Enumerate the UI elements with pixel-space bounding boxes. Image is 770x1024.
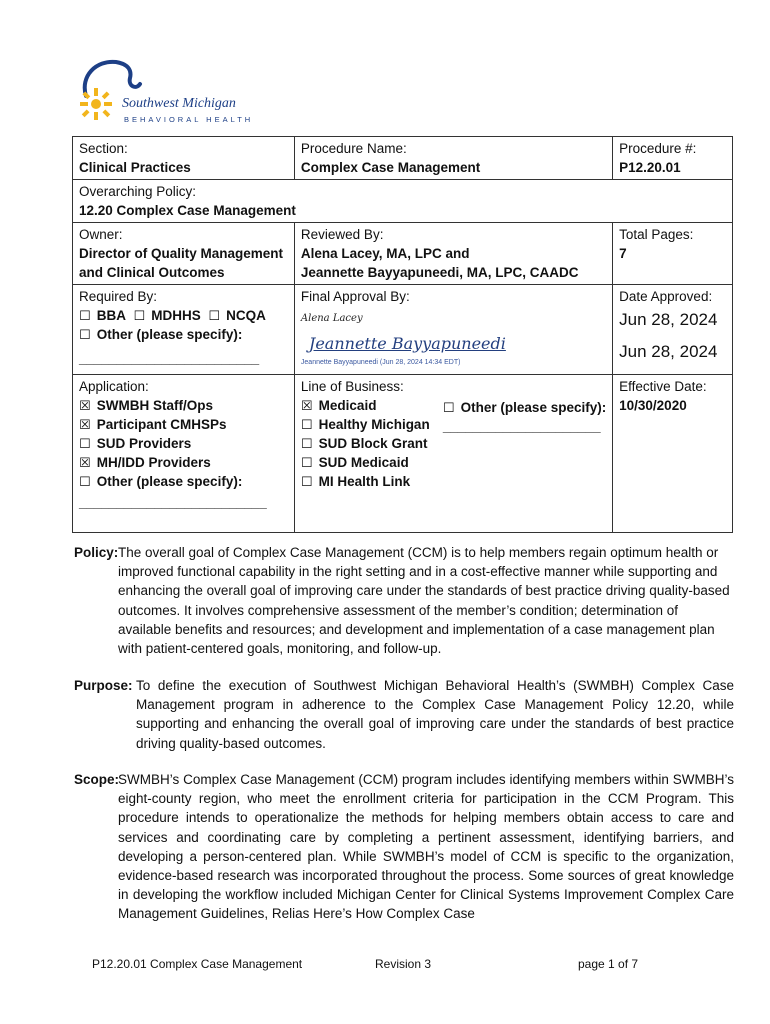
policy-label: Policy: <box>74 545 119 560</box>
policy-text: The overall goal of Complex Case Management (CCM) is to help members regain optimum health or improved functional capability in the right setting and in a cost-effective manner while supporting and enhancing the overall goal of improving care under the standards of best practice driving quality-based outcomes. It involves comprehensive assessment of the member’s condition; determination of available benefits and resources; and development and implementation of a case management plan with patient-centered goals, monitoring, and follow-up. <box>118 545 730 657</box>
date-approved-2: Jun 28, 2024 <box>619 342 718 361</box>
scope-text: SWMBH’s Complex Case Management (CCM) program includes identifying members within SWMBH’s eight-county region, who meet the enrollment criteria for participation in the CCM Program. This procedure intends to operationalize the methods for helping members obtain access to care and services and coordinating care by completing a pertinent assessment, identifying barriers, and developing a person-centered plan. While SWMBH’s model of CCM is specific to the organization, evidence-based research was incorporated throughout the process. Some sources of great knowledge in developing the workflow included Michigan Center for Clinical Systems Improvement Complex Care Management Guidelines, Relias Here’s How Complex Case <box>118 772 734 922</box>
application-cell: Application: ☒ SWMBH Staff/Ops ☒ Participant CMHSPs ☐ SUD Providers ☒ MH/IDD Providers ☐ Other (please specify): _________________________ <box>73 375 295 533</box>
checkbox-bba[interactable]: ☐ <box>79 308 91 323</box>
scope-label: Scope: <box>74 772 120 787</box>
signature-caption: Jeannette Bayyapuneedi (Jun 28, 2024 14:34 EDT) <box>300 359 461 366</box>
overarching-policy-cell: Overarching Policy: 12.20 Complex Case Management <box>73 180 733 223</box>
lob-other-blank: _____________________ <box>442 419 601 434</box>
checkbox-lob-sud-medicaid[interactable]: ☐ <box>300 455 313 470</box>
footer-revision: Revision 3 <box>375 957 432 971</box>
policy-section <box>74 543 734 658</box>
checkbox-mdhhs[interactable]: ☐ <box>133 308 146 323</box>
procedure-name-cell: Procedure Name: Complex Case Management <box>294 137 612 180</box>
effective-date-value: 10/30/2020 <box>619 398 687 413</box>
logo-title: Southwest Michigan <box>122 96 236 111</box>
checkbox-app-other[interactable]: ☐ <box>79 474 91 489</box>
line-of-business-cell: Line of Business: ☒ Medicaid ☐ Healthy Michigan ☐ SUD Block Grant ☐ SUD Medicaid ☐ MI Health Link ☐ Other (please specify): _____________________ <box>294 375 612 533</box>
procedure-header-table <box>72 136 733 533</box>
purpose-section <box>74 676 734 753</box>
overarching-policy-value: 12.20 Complex Case Management <box>79 203 296 218</box>
effective-date-cell: Effective Date: 10/30/2020 <box>613 375 733 533</box>
final-approval-cell: Final Approval By: Alena Lacey Jeannette Bayyapuneedi Jeannette Bayyapuneedi (Jun 28, 2024 14:34 EDT) <box>294 285 612 375</box>
logo-subtitle: BEHAVIORAL HEALTH <box>124 115 254 124</box>
checkbox-app-cmhsps[interactable]: ☒ <box>79 417 91 432</box>
purpose-text: To define the execution of Southwest Michigan Behavioral Health’s (SWMBH) Complex Case Management program in adherence to the Complex Case Management Policy 12.20, while supporting and enhancing the overall goal of improving care under the standards of best practice driving quality-based outcomes. <box>136 678 734 751</box>
checkbox-lob-mi-health-link[interactable]: ☐ <box>300 474 313 489</box>
checkbox-req-other[interactable]: ☐ <box>79 327 91 342</box>
procedure-name-value: Complex Case Management <box>300 160 481 175</box>
req-other-blank: ________________________ <box>79 351 260 366</box>
checkbox-lob-healthy-michigan[interactable]: ☐ <box>300 417 313 432</box>
checkbox-ncqa[interactable]: ☐ <box>208 308 220 323</box>
section-value: Clinical Practices <box>79 160 191 175</box>
scope-section <box>74 770 734 924</box>
checkbox-app-staff[interactable]: ☒ <box>79 398 91 413</box>
total-pages-cell: Total Pages: 7 <box>613 223 733 285</box>
app-other-blank: _________________________ <box>79 495 267 510</box>
section-cell: Section: Clinical Practices <box>73 137 295 180</box>
signature-alena-lacey: Alena Lacey <box>300 313 363 324</box>
footer-document-title: P12.20.01 Complex Case Management <box>92 957 303 971</box>
signature-jeannette: Jeannette Bayyapuneedi <box>308 334 506 353</box>
procedure-number-cell: Procedure #: P12.20.01 <box>613 137 733 180</box>
checkbox-app-sud[interactable]: ☐ <box>79 436 91 451</box>
purpose-label: Purpose: <box>74 678 133 693</box>
reviewed-by-cell: Reviewed By: Alena Lacey, MA, LPC and Jeannette Bayyapuneedi, MA, LPC, CAADC <box>294 223 612 285</box>
checkbox-app-mhidd[interactable]: ☒ <box>79 455 91 470</box>
checkbox-lob-sud-block[interactable]: ☐ <box>300 436 313 451</box>
checkbox-lob-other[interactable]: ☐ <box>442 400 455 415</box>
date-approved-1: Jun 28, 2024 <box>619 310 718 329</box>
procedure-number-value: P12.20.01 <box>619 160 681 175</box>
required-by-cell: Required By: ☐ BBA ☐ MDHHS ☐ NCQA ☐ Other (please specify): ________________________ <box>73 285 295 375</box>
date-approved-cell: Date Approved: Jun 28, 2024 Jun 28, 2024 <box>613 285 733 375</box>
checkbox-lob-medicaid[interactable]: ☒ <box>300 398 313 413</box>
footer-page-number: page 1 of 7 <box>578 957 639 971</box>
owner-cell: Owner: Director of Quality Management and Clinical Outcomes <box>73 223 295 285</box>
